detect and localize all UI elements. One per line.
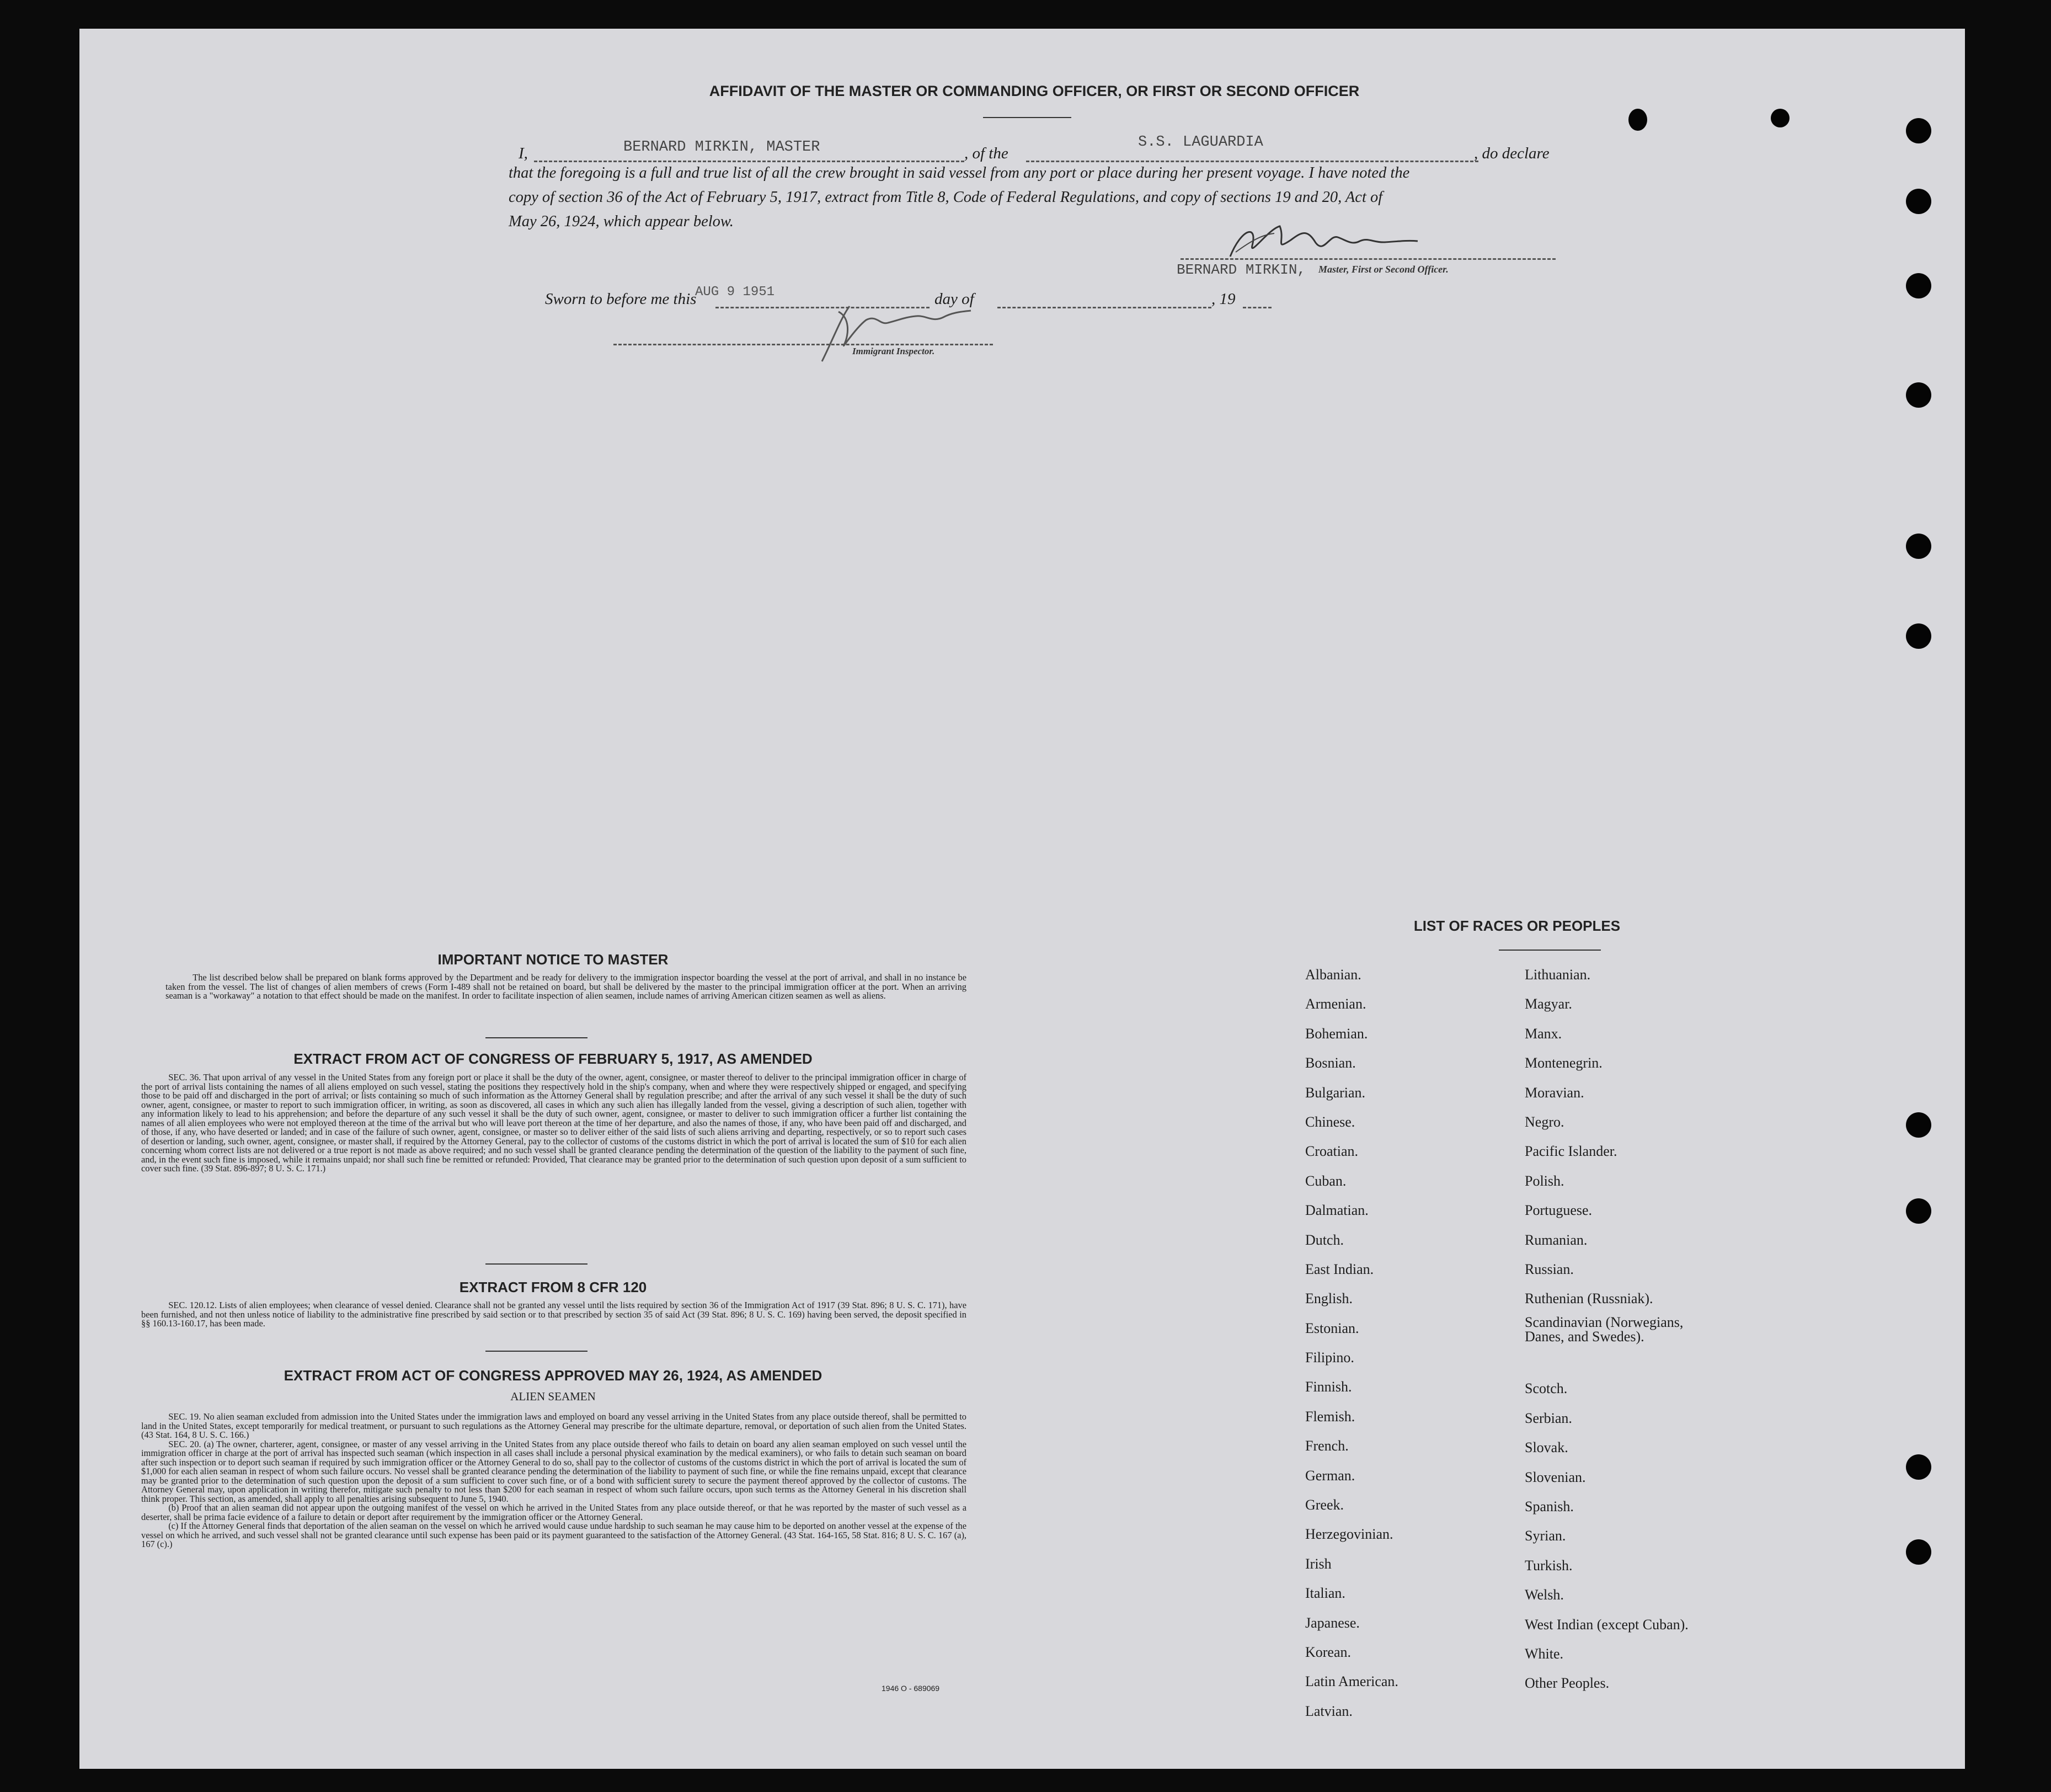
race-item: Bosnian. bbox=[1305, 1055, 1356, 1071]
race-item: Finnish. bbox=[1305, 1379, 1352, 1395]
extract-1924-title: EXTRACT FROM ACT OF CONGRESS APPROVED MAY 26, 1924, AS AMENDED bbox=[284, 1367, 822, 1384]
race-item: Estonian. bbox=[1305, 1320, 1359, 1336]
punch-hole bbox=[1906, 1198, 1931, 1224]
sec-19-text: SEC. 19. No alien seaman excluded from admission into the United States under the immigration laws and employed on board any vessel arriving in the United States from any place outside thereof, shall be permitted to land in the United States, except temporarily for medical treatment, or pursuant to such regulations as the Attorney General may prescribe for the ultimate departure, removal, or deportation of such alien from the United States. (43 Stat. 164, 8 U. S. C. 166.) bbox=[141, 1411, 966, 1440]
race-item: French. bbox=[1305, 1438, 1349, 1454]
inspector-caption: Immigrant Inspector. bbox=[852, 346, 935, 356]
race-item: Montenegrin. bbox=[1525, 1055, 1603, 1071]
sec-20a-text: SEC. 20. (a) The owner, charterer, agent, consignee, or master of any vessel arriving in the United States from any place outside thereof who fails to detain on board any alien seaman employed on such vessel until the immigration officer in charge at the port of arrival has inspected such seaman (which inspection in all cases shall include a personal physical examination by the medical examiners), or who fails to detain such seaman on board after such inspection or to deport such seaman if required by such immigration officer or the Attorney General to do so, shall pay to the collector of customs of the customs district in which the port of arrival is located the sum of $1,000 for each alien seaman in respect of whom such failure occurs. No vessel shall be granted clearance pending the determination of the liability to payment of such fine, or while the fine remains unpaid, except that clearance may be granted prior to the determination of such question upon the deposit of a sum sufficient to cover such fine, or of a bond with sufficient surety to secure the payment thereof approved by the collector of customs. The Attorney General may, upon application in writing therefor, mitigate such penalty to not less than $200 for each seaman in respect of whom such failure occurs, upon such terms as the Attorney General in his discretion shall think proper. This section, as amended, shall apply to all penalties arising subsequent to June 5, 1940. bbox=[141, 1438, 966, 1504]
affidavit-line-3: copy of section 36 of the Act of February 5, 1917, extract from Title 8, Code of Federal Regulations, and copy of sections 19 and 20, Act of bbox=[509, 189, 1383, 206]
print-code: 1946 O - 689069 bbox=[882, 1684, 940, 1693]
race-item: Scotch. bbox=[1525, 1380, 1568, 1397]
races-column-1 bbox=[1305, 960, 1515, 1726]
sworn-label: Sworn to before me this bbox=[545, 290, 697, 308]
race-item: Polish. bbox=[1525, 1172, 1564, 1189]
race-item: Other Peoples. bbox=[1525, 1675, 1610, 1692]
race-item bbox=[1525, 1345, 1812, 1374]
of-the-label: , of the bbox=[964, 145, 1008, 162]
race-item: Croatian. bbox=[1305, 1143, 1359, 1160]
notice-divider bbox=[485, 1037, 587, 1038]
affidavit-title: AFFIDAVIT OF THE MASTER OR COMMANDING OFFICER, OR FIRST OR SECOND OFFICER bbox=[709, 83, 1360, 99]
punch-hole bbox=[1906, 1539, 1931, 1565]
race-item: Lithuanian. bbox=[1525, 967, 1591, 983]
sec-20c-text: (c) If the Attorney General finds that deportation of the alien seaman on the vessel on which he arrived would cause undue hardship to such seaman he may cause him to be deported on another vessel at the expense of the vessel on which he arrived, and such vessel shall not be granted clearance until such expense has been paid or its payment guaranteed to the satisfaction of the Attorney General. (43 Stat. 164-165, 58 Stat. 816; 8 U. S. C. 167 (a), 167 (c).) bbox=[141, 1521, 966, 1549]
race-item: Filipino. bbox=[1305, 1350, 1354, 1366]
sworn-date-stamp: AUG 9 1951 bbox=[695, 285, 775, 300]
race-item: Ruthenian (Russniak). bbox=[1525, 1290, 1653, 1307]
extract-1917-title: EXTRACT FROM ACT OF CONGRESS OF FEBRUARY 5, 1917, AS AMENDED bbox=[293, 1050, 813, 1067]
races-column-2 bbox=[1525, 960, 1812, 1698]
race-item: West Indian (except Cuban). bbox=[1525, 1616, 1689, 1633]
race-item: Syrian. bbox=[1525, 1528, 1566, 1544]
affidavit-line-2: that the foregoing is a full and true list of all the crew brought in said vessel from any port or place during her present voyage. I have noted the bbox=[509, 164, 1410, 182]
master-name-typed: BERNARD MIRKIN, MASTER bbox=[623, 139, 820, 156]
race-item: Slovak. bbox=[1525, 1439, 1568, 1456]
race-item: Irish bbox=[1305, 1555, 1332, 1572]
race-item: Cuban. bbox=[1305, 1172, 1347, 1189]
affidavit-i-label: I, bbox=[519, 145, 528, 162]
race-item: Italian. bbox=[1305, 1585, 1345, 1602]
race-item: Manx. bbox=[1525, 1025, 1562, 1042]
signer-name-typed: BERNARD MIRKIN, bbox=[1177, 262, 1306, 278]
name-blank-line bbox=[534, 161, 964, 162]
race-item: Russian. bbox=[1525, 1261, 1574, 1277]
extract-cfr-title: EXTRACT FROM 8 CFR 120 bbox=[459, 1279, 647, 1295]
race-item: Turkish. bbox=[1525, 1557, 1573, 1574]
race-item: East Indian. bbox=[1305, 1261, 1374, 1277]
signature-blank-line bbox=[1181, 258, 1556, 260]
punch-hole bbox=[1906, 382, 1931, 408]
day-of-label: day of bbox=[934, 290, 974, 308]
race-item: Chinese. bbox=[1305, 1113, 1355, 1130]
month-blank bbox=[997, 307, 1211, 308]
year-blank bbox=[1243, 307, 1272, 308]
race-item: Greek. bbox=[1305, 1497, 1344, 1513]
race-item: Welsh. bbox=[1525, 1587, 1564, 1603]
race-item: Latin American. bbox=[1305, 1673, 1398, 1690]
do-declare-label: , do declare bbox=[1474, 145, 1550, 162]
affidavit-line-4: May 26, 1924, which appear below. bbox=[509, 213, 734, 230]
race-item: Bulgarian. bbox=[1305, 1084, 1366, 1101]
extract-1917-body: SEC. 36. That upon arrival of any vessel in the United States from any foreign port or place it shall be the duty of the owner, agent, consignee, or master thereof to deliver to the principal immigration officer in charge of the port of arrival lists containing the names of all aliens employed on such vessel, stating the positions they respectively hold in the ship's company, when and where they were respectively shipped or engaged, and specifying those to be paid off and discharged in the port of arrival; or lists containing so much of such information as the Attorney General shall by regulation prescribe; and after the arrival of any such vessel it shall be the duty of such owner, agent, consignee, or master to report to such immigration officer, in writing, as soon as discovered, all cases in which any such alien has illegally landed from the vessel, giving a description of such alien, together with any information likely to lead to his apprehension; and before the departure of any such vessel it shall be the duty of such owner, agent, consignee, or master to deliver to such immigration officer a further list containing the names of all alien employees who were not employed thereon at the time of the arrival but who will leave port thereon at the time of her departure, and also the names of those, if any, who have been paid off and discharged, and of those, if any, who have deserted or landed; and in case of the failure of such owner, agent, consignee, or master so to deliver either of the said lists of such aliens arriving and departing, respectively, or so to report such cases of desertion or landing, such owner, agent, consignee, or master shall, if required by the Attorney General, pay to the collector of customs of the customs district in which the port of arrival is located the sum of $10 for each alien concerning whom correct lists are not delivered or a true report is not made as above required; and no such vessel shall be granted clearance pending the determination of the question of the liability to the payment of such fine, and, in the event such fine is imposed, while it remains unpaid; nor shall such fine be remitted or refunded: Provided, That clearance may be granted prior to the determination of such question upon deposit of a sum sufficient to cover such fine. (39 Stat. 896-897; 8 U. S. C. 171.) bbox=[141, 1072, 966, 1174]
race-item: Latvian. bbox=[1305, 1703, 1353, 1719]
race-item: Bohemian. bbox=[1305, 1025, 1368, 1042]
race-item: Armenian. bbox=[1305, 996, 1366, 1012]
notice-body: The list described below shall be prepared on blank forms approved by the Department and be ready for delivery to the immigration inspector boarding the vessel at the port of arrival, and shall in no instance be taken from the vessel. The list of changes of alien members of crews (Form I-489 shall not be retained on board, but shall be delivered by the master to the principal immigration officer at the port. When an arriving seaman is a "workaway" a notation to that effect should be made on the manifest. In order to facilitate inspection of alien seamen, include names of arriving American citizen seamen as well as aliens. bbox=[165, 972, 966, 1001]
race-item: Albanian. bbox=[1305, 967, 1361, 983]
race-item: German. bbox=[1305, 1467, 1355, 1484]
races-title: LIST OF RACES OR PEOPLES bbox=[1413, 918, 1621, 934]
race-item: Dalmatian. bbox=[1305, 1202, 1369, 1219]
race-item: Spanish. bbox=[1525, 1498, 1574, 1515]
extract-1917-divider bbox=[485, 1263, 587, 1265]
race-item: White. bbox=[1525, 1645, 1564, 1662]
vessel-name-typed: S.S. LAGUARDIA bbox=[1138, 134, 1263, 151]
race-item: Rumanian. bbox=[1525, 1231, 1588, 1248]
extract-cfr-body: SEC. 120.12. Lists of alien employees; when clearance of vessel denied. Clearance shall not be granted any vessel until the lists required by section 36 of the Immigration Act of 1917 (39 Stat. 896; 8 U. S. C. 171), have been furnished, and not then unless notice of liability to the administrative fine prescribed by said section or to that prescribed by section 35 of said Act (39 Stat. 896; 8 U. S. C. 169) having been served, the deposit specified in §§ 160.13-160.17, has been made. bbox=[141, 1300, 966, 1329]
race-item: Japanese. bbox=[1305, 1614, 1360, 1631]
race-item: English. bbox=[1305, 1290, 1353, 1307]
race-item: Moravian. bbox=[1525, 1084, 1584, 1101]
master-signature bbox=[1219, 218, 1484, 268]
punch-hole bbox=[1906, 623, 1931, 649]
punch-hole bbox=[1771, 109, 1790, 127]
title-underline bbox=[983, 117, 1071, 118]
punch-hole bbox=[1906, 118, 1931, 143]
punch-hole bbox=[1906, 273, 1931, 298]
extract-cfr-divider bbox=[485, 1351, 587, 1352]
year-label: , 19 bbox=[1211, 290, 1236, 308]
extract-1924-body bbox=[141, 1412, 966, 1549]
vessel-blank-line bbox=[1026, 161, 1478, 162]
inspector-blank-line bbox=[613, 344, 993, 345]
extract-1924-subtitle: ALIEN SEAMEN bbox=[510, 1390, 596, 1403]
race-item: Pacific Islander. bbox=[1525, 1143, 1617, 1160]
officer-caption bbox=[1318, 264, 1449, 275]
race-item: Korean. bbox=[1305, 1644, 1352, 1660]
race-item: Portuguese. bbox=[1525, 1202, 1593, 1219]
officer-caption-text: Master, First or Second Officer. bbox=[1318, 264, 1449, 275]
race-item: Magyar. bbox=[1525, 996, 1572, 1012]
punch-hole bbox=[1906, 534, 1931, 559]
notice-title: IMPORTANT NOTICE TO MASTER bbox=[437, 951, 669, 968]
race-item: Flemish. bbox=[1305, 1408, 1355, 1425]
punch-hole bbox=[1906, 1454, 1931, 1480]
race-item: Scandinavian (Norwegians, Danes, and Swedes). bbox=[1525, 1314, 1684, 1345]
race-item: Negro. bbox=[1525, 1113, 1564, 1130]
punch-hole bbox=[1906, 1112, 1931, 1138]
punch-hole bbox=[1906, 189, 1931, 214]
race-item: Dutch. bbox=[1305, 1231, 1344, 1248]
race-item: Slovenian. bbox=[1525, 1469, 1586, 1485]
punch-hole bbox=[1628, 109, 1647, 131]
sec-20b-text: (b) Proof that an alien seaman did not appear upon the outgoing manifest of the vessel on which he arrived in the United States from any place outside thereof, or that he was reported by the master of such vessel as a deserter, shall be prima facie evidence of a failure to detain or deport after requirement by the immigration officer or the Attorney General. bbox=[141, 1502, 966, 1522]
race-item: Serbian. bbox=[1525, 1410, 1572, 1426]
race-item: Herzegovinian. bbox=[1305, 1526, 1393, 1543]
races-divider bbox=[1499, 950, 1601, 951]
